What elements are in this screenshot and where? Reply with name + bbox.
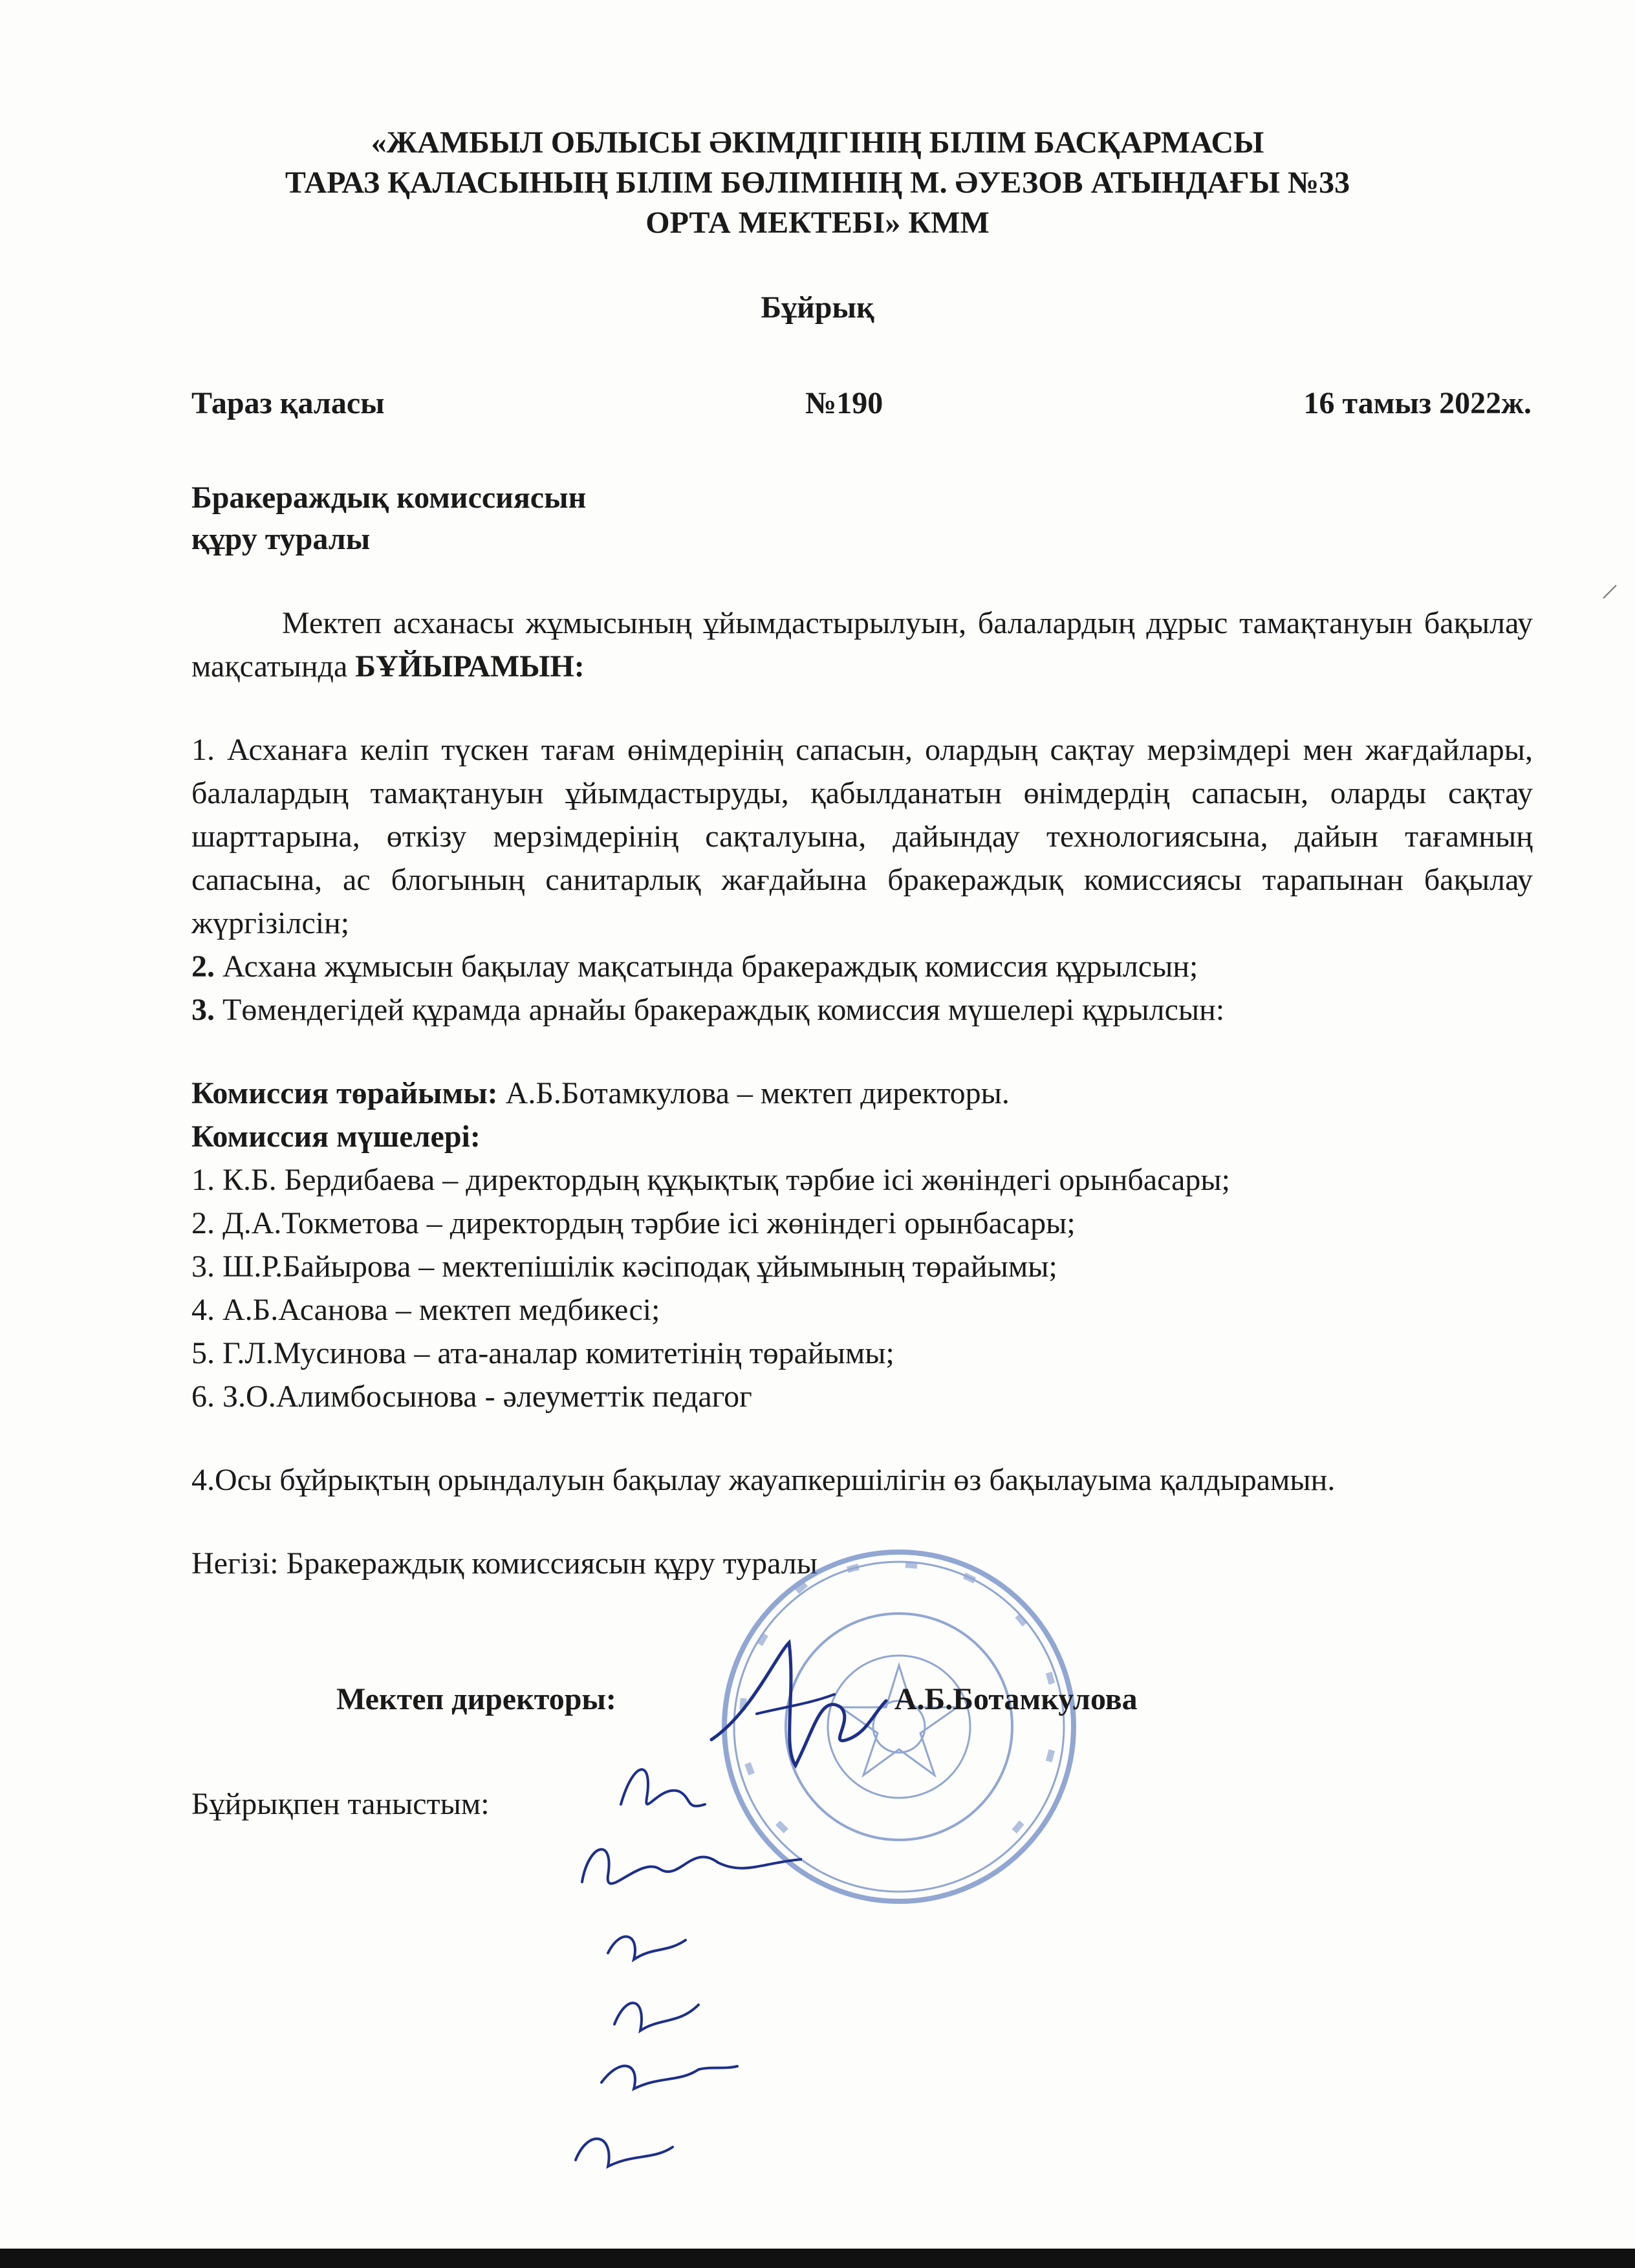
subject-line-1: Бракераждық комиссиясын (191, 481, 587, 515)
preamble (191, 601, 1533, 688)
header-line-3: ОРТА МЕКТЕБІ» КММ (645, 206, 990, 240)
preamble-text: Мектеп асханасы жұмысының ұйымдастырылуын, балалардың дұрыс тамақтануын бақылау мақсатында (191, 606, 1533, 684)
item-3-text: Төмендегідей құрамда арнайы бракераждық комиссия мүшелері құрылсын: (215, 993, 1225, 1027)
acknowledged-label: Бұйрықпен таныстым: (191, 1787, 490, 1821)
list-item: 5. Г.Л.Мусинова – ата-аналар комитетінің төрайымы; (191, 1336, 894, 1370)
basis-line: Негізі: Бракераждық комиссиясын құру туралы (191, 1546, 817, 1581)
item-3-number: 3. (191, 993, 215, 1027)
acknowledgement-signatures-icon (530, 1746, 802, 2212)
list-item: 4. А.Б.Асанова – мектеп медбикесі; (191, 1293, 660, 1327)
members-list (191, 1158, 1533, 1418)
members-label: Комиссия мүшелері: (191, 1119, 481, 1154)
list-item: 2. Д.А.Токметова – директордың тәрбие ісі жөніндегі орынбасары; (191, 1206, 1076, 1240)
item-2-text: Асхана жұмысын бақылау мақсатында бракераждық комиссия құрылсын; (215, 949, 1198, 984)
chair-label: Комиссия төрайымы: (191, 1076, 498, 1110)
scan-mark-icon (1600, 582, 1619, 601)
item-4: 4.Осы бұйрықтың орындалуын бақылау жауапкершілігін өз бақылауыма қалдырамын. (191, 1463, 1336, 1497)
order-subject (191, 477, 586, 560)
list-item: 1. К.Б. Бердибаева – директордың құқықтық тәрбие ісі жөніндегі орынбасары; (191, 1163, 1230, 1197)
chair-value: А.Б.Ботамкулова – мектеп директоры. (497, 1076, 1010, 1110)
order-title: Бұйрық (761, 290, 874, 325)
director-title: Мектеп директоры: (336, 1682, 616, 1716)
header-line-1: «ЖАМБЫЛ ОБЛЫСЫ ӘКІМДІГІНІҢ БІЛІМ БАСҚАРМАСЫ (371, 125, 1264, 160)
item-2-number: 2. (191, 949, 215, 984)
item-1: 1. Асханаға келіп түскен тағам өнімдерінің сапасын, олардың сақтау мерзімдері мен жағдайлары, балалардың тамақтануын ұйымдастыруды, қабылданатын өнімдердің сапасын, оларды сақтау шарттарына, өткізу мерзімдерінің сақталуына, дайындау технологиясына, дайын тағамның сапасына, ас блогының санитарлық жағдайына бракераждық комиссиясы тарапынан бақылау жүргізілсін; (191, 733, 1533, 940)
item-2 (191, 945, 1533, 988)
order-meta-row (191, 385, 1532, 421)
order-number: №190 (805, 386, 883, 420)
director-signature-row (336, 1681, 1138, 1717)
subject-line-2: құру туралы (191, 522, 371, 556)
list-item: 6. З.О.Алимбосынова - әлеуметтік педагог (191, 1379, 752, 1414)
commission-chair (191, 1072, 1533, 1115)
order-body (191, 601, 1533, 1585)
director-name: А.Б.Ботамкулова (894, 1682, 1138, 1716)
organization-header (0, 123, 1635, 243)
scan-edge (0, 2249, 1635, 2268)
order-date: 16 тамыз 2022ж. (1303, 386, 1532, 420)
command-word: БҰЙЫРАМЫН: (355, 649, 585, 684)
order-city: Тараз қаласы (191, 386, 385, 420)
header-line-2: ТАРАЗ ҚАЛАСЫНЫҢ БІЛІМ БӨЛІМІНІҢ М. ӘУЕЗОВ АТЫНДАҒЫ №33 (285, 166, 1350, 200)
list-item: 3. Ш.Р.Байырова – мектепішілік кәсіподақ ұйымының төрайымы; (191, 1249, 1057, 1284)
item-3 (191, 988, 1533, 1031)
